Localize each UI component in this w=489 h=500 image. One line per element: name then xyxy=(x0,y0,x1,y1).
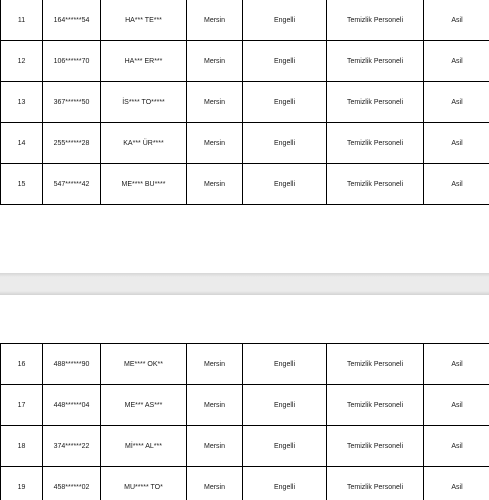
cell-city: Mersin xyxy=(187,344,243,385)
cell-id: 255******28 xyxy=(43,123,101,164)
cell-name: ME**** BU**** xyxy=(101,164,187,205)
cell-status: Asil xyxy=(424,164,489,205)
cell-role: Temizlik Personeli xyxy=(327,82,424,123)
cell-name: Mİ**** AL*** xyxy=(101,426,187,467)
cell-role: Temizlik Personeli xyxy=(327,164,424,205)
cell-group: Engelli xyxy=(243,467,327,500)
cell-group: Engelli xyxy=(243,164,327,205)
cell-role: Temizlik Personeli xyxy=(327,467,424,500)
cell-city: Mersin xyxy=(187,41,243,82)
cell-id: 374******22 xyxy=(43,426,101,467)
cell-role: Temizlik Personeli xyxy=(327,385,424,426)
cell-name: İS**** TO***** xyxy=(101,82,187,123)
cell-role: Temizlik Personeli xyxy=(327,123,424,164)
cell-city: Mersin xyxy=(187,164,243,205)
cell-status: Asil xyxy=(424,426,489,467)
table-row xyxy=(1,0,489,41)
table-row xyxy=(1,426,489,467)
cell-id: 488******90 xyxy=(43,344,101,385)
cell-group: Engelli xyxy=(243,344,327,385)
cell-name: ME**** OK** xyxy=(101,344,187,385)
cell-status: Asil xyxy=(424,123,489,164)
table-row xyxy=(1,385,489,426)
cell-no: 14 xyxy=(1,123,43,164)
cell-id: 164******54 xyxy=(43,0,101,41)
cell-no: 17 xyxy=(1,385,43,426)
cell-group: Engelli xyxy=(243,0,327,41)
cell-role: Temizlik Personeli xyxy=(327,41,424,82)
results-table xyxy=(0,343,489,500)
cell-role: Temizlik Personeli xyxy=(327,0,424,41)
cell-name: HA*** ER*** xyxy=(101,41,187,82)
cell-no: 18 xyxy=(1,426,43,467)
table-row xyxy=(1,41,489,82)
cell-no: 12 xyxy=(1,41,43,82)
cell-no: 13 xyxy=(1,82,43,123)
cell-id: 458******02 xyxy=(43,467,101,500)
table-row xyxy=(1,123,489,164)
cell-city: Mersin xyxy=(187,426,243,467)
cell-city: Mersin xyxy=(187,385,243,426)
cell-id: 448******04 xyxy=(43,385,101,426)
cell-id: 106******70 xyxy=(43,41,101,82)
cell-status: Asil xyxy=(424,344,489,385)
cell-group: Engelli xyxy=(243,41,327,82)
table-row xyxy=(1,82,489,123)
cell-status: Asil xyxy=(424,82,489,123)
cell-status: Asil xyxy=(424,41,489,82)
cell-no: 15 xyxy=(1,164,43,205)
cell-name: KA*** ÜR**** xyxy=(101,123,187,164)
table-row xyxy=(1,467,489,500)
cell-city: Mersin xyxy=(187,82,243,123)
cell-name: HA*** TE*** xyxy=(101,0,187,41)
cell-id: 367******50 xyxy=(43,82,101,123)
cell-no: 11 xyxy=(1,0,43,41)
cell-city: Mersin xyxy=(187,467,243,500)
cell-status: Asil xyxy=(424,467,489,500)
cell-role: Temizlik Personeli xyxy=(327,344,424,385)
page-separator xyxy=(0,273,489,295)
cell-group: Engelli xyxy=(243,123,327,164)
cell-no: 19 xyxy=(1,467,43,500)
cell-no: 16 xyxy=(1,344,43,385)
cell-city: Mersin xyxy=(187,0,243,41)
table-row xyxy=(1,164,489,205)
cell-status: Asil xyxy=(424,0,489,41)
cell-id: 547******42 xyxy=(43,164,101,205)
cell-name: ME*** AS*** xyxy=(101,385,187,426)
results-table xyxy=(0,0,489,205)
document-page xyxy=(0,295,489,500)
cell-city: Mersin xyxy=(187,123,243,164)
cell-status: Asil xyxy=(424,385,489,426)
cell-group: Engelli xyxy=(243,385,327,426)
cell-group: Engelli xyxy=(243,426,327,467)
cell-group: Engelli xyxy=(243,82,327,123)
cell-name: MU***** TO* xyxy=(101,467,187,500)
table-row xyxy=(1,344,489,385)
cell-role: Temizlik Personeli xyxy=(327,426,424,467)
